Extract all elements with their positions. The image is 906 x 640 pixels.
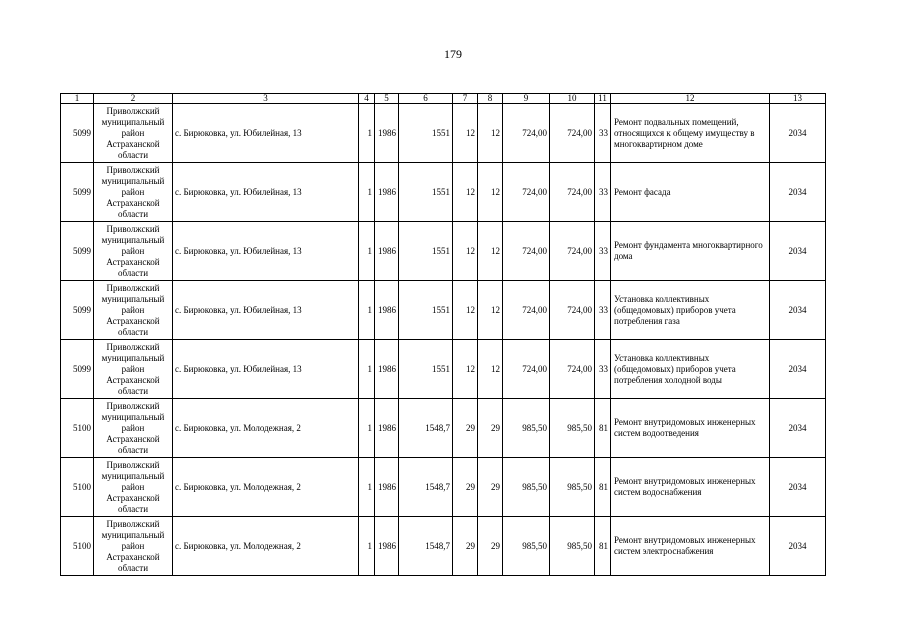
col8-value-cell: 29 [478,399,503,458]
col11-value-cell: 81 [595,399,611,458]
col4-value-cell: 1 [359,222,375,281]
object-number-cell: 5099 [61,222,94,281]
work-type-cell: Ремонт внутридомовых инженерных систем водоснабжения [611,458,770,517]
col11-value-cell: 33 [595,104,611,163]
table-row [61,399,826,458]
col10-area-cell: 724,00 [550,281,595,340]
col11-value-cell: 81 [595,458,611,517]
column-header-1: 1 [61,94,94,104]
col10-area-cell: 724,00 [550,340,595,399]
col8-value-cell: 12 [478,281,503,340]
address-cell: с. Бирюковка, ул. Юбилейная, 13 [173,163,359,222]
column-header-4: 4 [359,94,375,104]
col4-value-cell: 1 [359,281,375,340]
district-name-cell: Приволжский муниципальный район Астраханской области [94,399,173,458]
col7-value-cell: 12 [453,104,478,163]
col7-value-cell: 29 [453,399,478,458]
planned-year-cell: 2034 [770,399,826,458]
col7-value-cell: 12 [453,281,478,340]
col10-area-cell: 985,50 [550,517,595,576]
column-header-6: 6 [399,94,453,104]
col8-value-cell: 12 [478,340,503,399]
col9-area-cell: 724,00 [503,281,550,340]
year-built-cell: 1986 [375,340,399,399]
work-type-cell: Ремонт фундамента многоквартирного дома [611,222,770,281]
table-row [61,104,826,163]
col10-area-cell: 724,00 [550,104,595,163]
planned-year-cell: 2034 [770,163,826,222]
planned-year-cell: 2034 [770,281,826,340]
object-number-cell: 5100 [61,517,94,576]
year-built-cell: 1986 [375,458,399,517]
col10-area-cell: 985,50 [550,399,595,458]
repair-program-table [60,93,826,576]
table-row [61,517,826,576]
table-header [61,94,826,104]
col4-value-cell: 1 [359,340,375,399]
total-area-cell: 1548,7 [399,458,453,517]
planned-year-cell: 2034 [770,458,826,517]
col7-value-cell: 12 [453,340,478,399]
work-type-cell: Ремонт подвальных помещений, относящихся к общему имуществу в многоквартирном доме [611,104,770,163]
col10-area-cell: 724,00 [550,222,595,281]
address-cell: с. Бирюковка, ул. Юбилейная, 13 [173,104,359,163]
column-header-12: 12 [611,94,770,104]
col11-value-cell: 33 [595,281,611,340]
planned-year-cell: 2034 [770,340,826,399]
district-name-cell: Приволжский муниципальный район Астраханской области [94,163,173,222]
year-built-cell: 1986 [375,517,399,576]
table-row [61,458,826,517]
address-cell: с. Бирюковка, ул. Юбилейная, 13 [173,340,359,399]
table-row [61,222,826,281]
col9-area-cell: 724,00 [503,222,550,281]
work-type-cell: Установка коллективных (общедомовых) приборов учета потребления газа [611,281,770,340]
col7-value-cell: 29 [453,517,478,576]
col8-value-cell: 12 [478,163,503,222]
address-cell: с. Бирюковка, ул. Юбилейная, 13 [173,222,359,281]
col9-area-cell: 985,50 [503,517,550,576]
year-built-cell: 1986 [375,222,399,281]
column-header-9: 9 [503,94,550,104]
district-name-cell: Приволжский муниципальный район Астраханской области [94,517,173,576]
column-header-5: 5 [375,94,399,104]
object-number-cell: 5099 [61,340,94,399]
year-built-cell: 1986 [375,163,399,222]
col11-value-cell: 33 [595,163,611,222]
col4-value-cell: 1 [359,163,375,222]
col9-area-cell: 985,50 [503,458,550,517]
total-area-cell: 1551 [399,222,453,281]
col10-area-cell: 985,50 [550,458,595,517]
column-header-8: 8 [478,94,503,104]
col7-value-cell: 12 [453,222,478,281]
work-type-cell: Установка коллективных (общедомовых) приборов учета потребления холодной воды [611,340,770,399]
object-number-cell: 5100 [61,458,94,517]
col4-value-cell: 1 [359,399,375,458]
col4-value-cell: 1 [359,104,375,163]
work-type-cell: Ремонт фасада [611,163,770,222]
district-name-cell: Приволжский муниципальный район Астраханской области [94,340,173,399]
col8-value-cell: 12 [478,104,503,163]
total-area-cell: 1551 [399,340,453,399]
col4-value-cell: 1 [359,517,375,576]
col8-value-cell: 29 [478,458,503,517]
column-header-7: 7 [453,94,478,104]
object-number-cell: 5099 [61,163,94,222]
col9-area-cell: 985,50 [503,399,550,458]
address-cell: с. Бирюковка, ул. Юбилейная, 13 [173,281,359,340]
table-body [61,104,826,576]
table-row [61,163,826,222]
col9-area-cell: 724,00 [503,163,550,222]
object-number-cell: 5099 [61,104,94,163]
total-area-cell: 1551 [399,281,453,340]
column-header-10: 10 [550,94,595,104]
year-built-cell: 1986 [375,104,399,163]
district-name-cell: Приволжский муниципальный район Астраханской области [94,458,173,517]
table-row [61,281,826,340]
object-number-cell: 5100 [61,399,94,458]
year-built-cell: 1986 [375,281,399,340]
table-row [61,340,826,399]
column-header-3: 3 [173,94,359,104]
address-cell: с. Бирюковка, ул. Молодежная, 2 [173,399,359,458]
col11-value-cell: 33 [595,222,611,281]
work-type-cell: Ремонт внутридомовых инженерных систем электроснабжения [611,517,770,576]
col8-value-cell: 12 [478,222,503,281]
address-cell: с. Бирюковка, ул. Молодежная, 2 [173,517,359,576]
district-name-cell: Приволжский муниципальный район Астраханской области [94,281,173,340]
col7-value-cell: 12 [453,163,478,222]
total-area-cell: 1548,7 [399,517,453,576]
total-area-cell: 1551 [399,163,453,222]
col11-value-cell: 33 [595,340,611,399]
column-header-2: 2 [94,94,173,104]
planned-year-cell: 2034 [770,104,826,163]
col11-value-cell: 81 [595,517,611,576]
address-cell: с. Бирюковка, ул. Молодежная, 2 [173,458,359,517]
year-built-cell: 1986 [375,399,399,458]
total-area-cell: 1551 [399,104,453,163]
col9-area-cell: 724,00 [503,104,550,163]
column-header-11: 11 [595,94,611,104]
column-header-13: 13 [770,94,826,104]
object-number-cell: 5099 [61,281,94,340]
col9-area-cell: 724,00 [503,340,550,399]
page-number: 179 [444,47,462,61]
planned-year-cell: 2034 [770,517,826,576]
col8-value-cell: 29 [478,517,503,576]
district-name-cell: Приволжский муниципальный район Астраханской области [94,104,173,163]
planned-year-cell: 2034 [770,222,826,281]
total-area-cell: 1548,7 [399,399,453,458]
header-row [61,94,826,104]
work-type-cell: Ремонт внутридомовых инженерных систем водоотведения [611,399,770,458]
col4-value-cell: 1 [359,458,375,517]
district-name-cell: Приволжский муниципальный район Астраханской области [94,222,173,281]
col10-area-cell: 724,00 [550,163,595,222]
col7-value-cell: 29 [453,458,478,517]
